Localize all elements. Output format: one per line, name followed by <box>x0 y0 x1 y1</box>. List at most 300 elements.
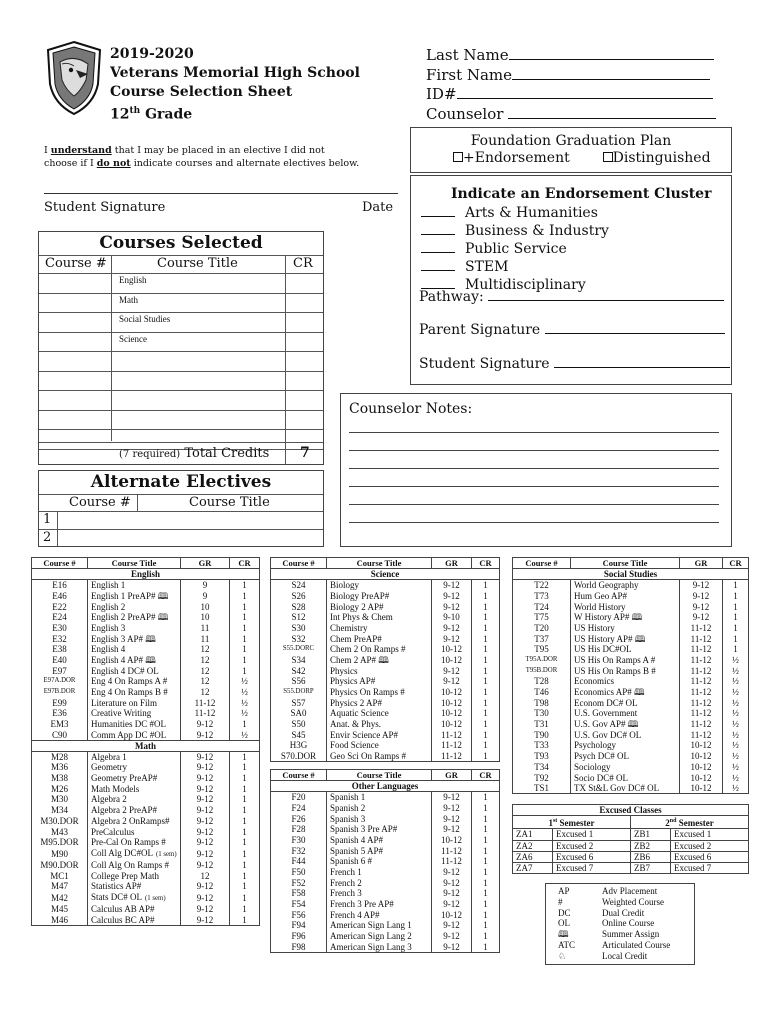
course-row[interactable] <box>271 697 500 708</box>
excused-row[interactable] <box>513 851 749 862</box>
endorsement-option[interactable]: Business & Industry <box>421 222 609 240</box>
course-title: Chem 2 On Ramps # <box>327 644 432 655</box>
header-cr: CR <box>472 770 500 781</box>
course-title: Biology 2 AP# <box>327 601 432 612</box>
course-row[interactable] <box>32 591 260 602</box>
course-title: Pre-Cal On Ramps # <box>88 837 181 848</box>
course-row[interactable] <box>271 719 500 730</box>
course-row[interactable] <box>271 644 500 655</box>
course-code: S34 <box>271 655 327 666</box>
course-row[interactable] <box>271 591 500 602</box>
course-credit: ½ <box>723 665 749 676</box>
course-row[interactable] <box>513 783 749 794</box>
legend-meaning: Dual Credit <box>602 907 645 918</box>
course-credit: 1 <box>230 601 260 612</box>
course-row[interactable] <box>39 371 323 391</box>
legend-code: OL <box>558 918 570 929</box>
course-row[interactable] <box>271 633 500 644</box>
note-line[interactable] <box>349 504 719 505</box>
course-title: Calculus BC AP# <box>88 915 181 926</box>
course-row[interactable] <box>32 644 260 655</box>
endorsement-option-blank[interactable] <box>421 240 455 253</box>
social-studies-table <box>512 557 749 794</box>
course-row[interactable] <box>513 751 749 762</box>
course-title: Physics <box>327 665 432 676</box>
course-row[interactable] <box>32 881 260 892</box>
excused-code: ZA7 <box>513 863 553 874</box>
course-code: SA0 <box>271 708 327 719</box>
endorsement-option-blank[interactable] <box>421 204 455 217</box>
course-title: French 3 <box>327 888 432 899</box>
counselor-field[interactable]: Counselor <box>426 105 716 125</box>
endorsement-option[interactable]: Public Service <box>421 240 609 258</box>
course-credit: 1 <box>472 899 500 910</box>
course-grade: 10-12 <box>680 783 723 794</box>
course-grade: 9 <box>181 580 230 591</box>
course-title: Geometry PreAP# <box>88 773 181 784</box>
alt-row-2[interactable]: 2 <box>43 530 52 545</box>
course-credit: ½ <box>230 708 260 719</box>
course-row[interactable] <box>39 390 323 410</box>
course-code: E46 <box>32 591 88 602</box>
course-row[interactable] <box>271 623 500 634</box>
course-code: F54 <box>271 899 327 910</box>
endorsement-checkbox[interactable] <box>453 152 463 162</box>
course-row[interactable] <box>39 332 323 352</box>
course-code: E24 <box>32 612 88 623</box>
course-row[interactable] <box>271 580 500 591</box>
course-credit: 1 <box>472 835 500 846</box>
course-title: Spanish 6 # <box>327 856 432 867</box>
course-code: F94 <box>271 920 327 931</box>
course-row[interactable] <box>39 293 323 313</box>
course-code: S28 <box>271 601 327 612</box>
course-row[interactable] <box>32 697 260 708</box>
course-grade: 11 <box>181 633 230 644</box>
course-credit: 1 <box>472 867 500 878</box>
course-grade: 11-12 <box>680 687 723 698</box>
parent-signature-field[interactable]: Parent Signature <box>419 321 725 338</box>
course-title: W History AP# 🕮 <box>571 612 680 623</box>
course-grade: 9-12 <box>432 580 472 591</box>
course-credit: 1 <box>472 633 500 644</box>
course-grade: 10 <box>181 612 230 623</box>
course-title: U.S. Government <box>571 708 680 719</box>
signature-line[interactable] <box>44 193 398 194</box>
course-row[interactable] <box>32 794 260 805</box>
course-row[interactable] <box>271 845 500 856</box>
course-row[interactable] <box>271 867 500 878</box>
semester-note: (1 sem) <box>145 894 166 902</box>
course-credit: ½ <box>723 730 749 741</box>
excused-row[interactable] <box>513 863 749 874</box>
excused-label: Excused 7 <box>671 863 749 874</box>
course-row[interactable] <box>513 676 749 687</box>
course-row[interactable] <box>32 805 260 816</box>
course-code: T73 <box>513 591 571 602</box>
course-code: E32 <box>32 633 88 644</box>
semester-note: (1 sem) <box>156 850 177 858</box>
distinguished-checkbox[interactable] <box>603 152 613 162</box>
course-row[interactable] <box>32 837 260 848</box>
course-grade: 9-12 <box>181 837 230 848</box>
course-code: M36 <box>32 762 88 773</box>
header-gr: GR <box>680 558 723 569</box>
course-row[interactable] <box>513 762 749 773</box>
course-credit: 1 <box>230 871 260 882</box>
course-title: Psychology <box>571 740 680 751</box>
sheet-title: Course Selection Sheet <box>110 84 293 100</box>
course-row[interactable] <box>271 835 500 846</box>
course-code: S12 <box>271 612 327 623</box>
course-row[interactable] <box>513 697 749 708</box>
course-code: S26 <box>271 591 327 602</box>
student-signature-field[interactable]: Student Signature <box>419 355 730 372</box>
course-row[interactable] <box>32 665 260 676</box>
excused-code: ZB2 <box>631 840 671 851</box>
course-row[interactable] <box>513 708 749 719</box>
course-row[interactable] <box>32 871 260 882</box>
course-code: S24 <box>271 580 327 591</box>
excused-title: Excused Classes <box>513 805 749 816</box>
course-title: Spanish 2 <box>327 803 432 814</box>
excused-code: ZA2 <box>513 840 553 851</box>
legend-code: ♘ <box>558 950 567 961</box>
course-row[interactable] <box>271 655 500 666</box>
course-code: S70.DOR <box>271 751 327 762</box>
section-title: Math <box>32 740 260 751</box>
course-credit: ½ <box>723 783 749 794</box>
legend-code: AP <box>558 886 570 896</box>
course-grade: 11-12 <box>680 633 723 644</box>
legend-box <box>545 883 695 965</box>
course-credit: 1 <box>472 644 500 655</box>
course-grade: 10-12 <box>680 772 723 783</box>
course-row[interactable] <box>39 410 323 430</box>
course-title: Geometry <box>88 762 181 773</box>
course-row[interactable] <box>32 773 260 784</box>
endorsement-option[interactable]: STEM <box>421 258 609 276</box>
course-credit: 1 <box>230 655 260 666</box>
course-code: F26 <box>271 813 327 824</box>
course-row[interactable] <box>513 633 749 644</box>
course-credit: 1 <box>230 665 260 676</box>
course-row[interactable] <box>513 665 749 676</box>
course-title: Hum Geo AP# <box>571 591 680 602</box>
excused-row[interactable] <box>513 840 749 851</box>
note-line[interactable] <box>349 468 719 469</box>
excused-title-row <box>513 805 749 816</box>
course-credit: 1 <box>230 892 260 904</box>
course-code: T37 <box>513 633 571 644</box>
course-credit: ½ <box>230 676 260 687</box>
excused-label: Excused 1 <box>553 829 631 840</box>
course-row[interactable] <box>32 719 260 730</box>
semester-2-label: 2nd Semester <box>631 816 749 829</box>
course-row[interactable] <box>32 892 260 904</box>
course-row[interactable] <box>32 860 260 871</box>
course-credit: 1 <box>230 644 260 655</box>
course-row[interactable] <box>32 687 260 698</box>
course-row[interactable] <box>32 751 260 762</box>
course-code: T98 <box>513 697 571 708</box>
course-credit: 1 <box>230 881 260 892</box>
endorsement-option-blank[interactable] <box>421 222 455 235</box>
course-grade: 9-12 <box>181 816 230 827</box>
alt-row-1[interactable]: 1 <box>43 512 52 527</box>
course-credit: 1 <box>472 931 500 942</box>
science-table <box>270 557 500 762</box>
course-grade: 9-12 <box>432 623 472 634</box>
endorsement-option[interactable]: Arts & Humanities <box>421 204 609 222</box>
header-title: Course Title <box>327 770 432 781</box>
table-header-row <box>271 770 500 781</box>
course-row[interactable] <box>32 816 260 827</box>
course-row[interactable] <box>32 580 260 591</box>
course-grade: 9-12 <box>432 867 472 878</box>
course-row[interactable] <box>271 740 500 751</box>
course-row[interactable] <box>271 792 500 803</box>
course-row[interactable] <box>513 623 749 634</box>
course-row[interactable] <box>271 942 500 953</box>
first-name-field[interactable]: First Name <box>426 66 716 86</box>
excused-label: Excused 6 <box>553 851 631 862</box>
id-field[interactable]: ID# <box>426 85 716 105</box>
course-credit: 1 <box>472 942 500 953</box>
course-row[interactable] <box>513 601 749 612</box>
course-credit: 1 <box>472 697 500 708</box>
course-row[interactable] <box>271 824 500 835</box>
course-row[interactable] <box>39 273 323 293</box>
header-title: Course Title <box>571 558 680 569</box>
course-credit: ½ <box>230 730 260 741</box>
course-grade: 9-12 <box>432 824 472 835</box>
excused-code: ZB6 <box>631 851 671 862</box>
course-code: S50 <box>271 719 327 730</box>
course-credit: 1 <box>472 708 500 719</box>
course-row[interactable] <box>271 856 500 867</box>
course-title: Algebra 2 OnRamps# <box>88 816 181 827</box>
course-row[interactable] <box>39 351 323 371</box>
course-title: Coll Alg DC#OL (1 sem) <box>88 848 181 860</box>
course-code: EM3 <box>32 719 88 730</box>
course-row[interactable] <box>32 623 260 634</box>
course-row[interactable] <box>32 708 260 719</box>
course-row[interactable] <box>513 612 749 623</box>
course-grade: 9-12 <box>432 931 472 942</box>
excused-code: ZA6 <box>513 851 553 862</box>
course-row[interactable] <box>32 612 260 623</box>
course-row[interactable] <box>32 730 260 741</box>
course-row[interactable] <box>271 730 500 741</box>
course-row[interactable] <box>271 899 500 910</box>
course-row[interactable] <box>271 813 500 824</box>
note-line[interactable] <box>349 522 719 523</box>
endorsement-box <box>410 175 732 385</box>
course-grade: 9-12 <box>181 892 230 904</box>
course-row[interactable] <box>513 719 749 730</box>
course-row[interactable] <box>271 751 500 762</box>
course-row[interactable] <box>271 676 500 687</box>
course-row[interactable] <box>513 687 749 698</box>
course-grade: 12 <box>181 655 230 666</box>
course-row[interactable] <box>513 740 749 751</box>
course-code: M34 <box>32 805 88 816</box>
course-row[interactable] <box>271 803 500 814</box>
course-grade: 11-12 <box>680 719 723 730</box>
course-row[interactable] <box>32 848 260 860</box>
course-code: E16 <box>32 580 88 591</box>
course-grade: 9 <box>181 591 230 602</box>
course-row[interactable] <box>32 633 260 644</box>
excused-label: Excused 6 <box>671 851 749 862</box>
course-title: Calculus AB AP# <box>88 904 181 915</box>
course-title: Envir Science AP# <box>327 730 432 741</box>
course-grade: 11-12 <box>680 655 723 666</box>
course-title: Eng 4 On Ramps B # <box>88 687 181 698</box>
course-credit: 1 <box>472 888 500 899</box>
course-title: English 1 PreAP# 🕮 <box>88 591 181 602</box>
course-row[interactable] <box>32 762 260 773</box>
course-row[interactable] <box>513 772 749 783</box>
header-title: Course Title <box>327 558 432 569</box>
col-course-header: Course # <box>45 256 107 271</box>
course-grade: 9-12 <box>181 730 230 741</box>
note-line[interactable] <box>349 450 719 451</box>
course-code: T95 <box>513 644 571 655</box>
course-code: T75 <box>513 612 571 623</box>
last-name-field[interactable]: Last Name <box>426 46 716 66</box>
course-row[interactable] <box>32 601 260 612</box>
course-credit: 1 <box>230 623 260 634</box>
course-row[interactable] <box>32 676 260 687</box>
course-row[interactable] <box>513 580 749 591</box>
course-row[interactable] <box>271 665 500 676</box>
course-credit: 1 <box>230 773 260 784</box>
course-grade: 11-12 <box>680 730 723 741</box>
course-credit: 1 <box>472 623 500 634</box>
course-row[interactable] <box>32 904 260 915</box>
course-grade: 9-12 <box>181 881 230 892</box>
course-grade: 10-12 <box>432 719 472 730</box>
course-row[interactable] <box>32 784 260 795</box>
course-credit: 1 <box>230 837 260 848</box>
course-code: T95A.DOR <box>513 655 571 666</box>
course-code: F28 <box>271 824 327 835</box>
course-credit: 1 <box>230 904 260 915</box>
course-code: S57 <box>271 697 327 708</box>
course-title: Sociology <box>571 762 680 773</box>
course-row[interactable] <box>32 655 260 666</box>
course-code: M45 <box>32 904 88 915</box>
course-credit: 1 <box>230 860 260 871</box>
course-row[interactable] <box>271 708 500 719</box>
course-title: U.S. Gov AP# 🕮 <box>571 719 680 730</box>
course-grade: 9-12 <box>181 784 230 795</box>
endorsement-label: +Endorsement <box>463 150 570 166</box>
course-row[interactable] <box>513 655 749 666</box>
course-row[interactable] <box>271 601 500 612</box>
course-code: F20 <box>271 792 327 803</box>
course-title: English 3 AP# 🕮 <box>88 633 181 644</box>
course-title: Chem PreAP# <box>327 633 432 644</box>
course-row[interactable] <box>271 931 500 942</box>
course-credit: 1 <box>472 687 500 698</box>
course-code: T33 <box>513 740 571 751</box>
course-code: S55.DORC <box>271 644 327 655</box>
excused-row[interactable] <box>513 829 749 840</box>
course-row[interactable] <box>32 826 260 837</box>
course-grade: 11-12 <box>680 708 723 719</box>
course-title: English 2 <box>88 601 181 612</box>
course-grade: 9-12 <box>432 591 472 602</box>
endorsement-option[interactable]: Multidisciplinary <box>421 276 609 294</box>
counselor-notes-box <box>340 393 732 547</box>
course-code: M42 <box>32 892 88 904</box>
course-credit: ½ <box>723 719 749 730</box>
course-title: Geo Sci On Ramps # <box>327 751 432 762</box>
course-row[interactable] <box>513 591 749 602</box>
course-code: E97B.DOR <box>32 687 88 698</box>
course-grade: 11 <box>181 623 230 634</box>
course-row-label: Science <box>119 333 147 344</box>
course-credit: 1 <box>472 803 500 814</box>
course-grade: 10-12 <box>680 740 723 751</box>
course-row[interactable] <box>271 888 500 899</box>
section-title: Other Languages <box>271 781 500 792</box>
course-grade: 9-12 <box>181 751 230 762</box>
course-grade: 9-12 <box>181 773 230 784</box>
course-code: F52 <box>271 877 327 888</box>
note-line[interactable] <box>349 432 719 433</box>
legend-meaning: Articulated Course <box>602 940 671 950</box>
course-code: F32 <box>271 845 327 856</box>
course-credit: 1 <box>472 719 500 730</box>
course-row[interactable] <box>271 920 500 931</box>
header-gr: GR <box>432 558 472 569</box>
course-code: E97 <box>32 665 88 676</box>
course-title: Algebra 1 <box>88 751 181 762</box>
grade-label: 12th Grade <box>110 106 193 123</box>
course-row[interactable] <box>271 612 500 623</box>
course-title: Econom DC# OL <box>571 697 680 708</box>
note-line[interactable] <box>349 486 719 487</box>
course-credit: 1 <box>472 591 500 602</box>
course-grade: 11-12 <box>181 708 230 719</box>
course-row[interactable] <box>39 312 323 332</box>
course-title: US His DC#OL <box>571 644 680 655</box>
course-row[interactable] <box>271 687 500 698</box>
course-credit: 1 <box>230 762 260 773</box>
course-grade: 9-12 <box>432 899 472 910</box>
course-row[interactable] <box>32 915 260 926</box>
endorsement-option-blank[interactable] <box>421 258 455 271</box>
header-cr: CR <box>723 558 749 569</box>
semester-1-label: 1st Semester <box>513 816 631 829</box>
course-row[interactable] <box>513 730 749 741</box>
course-title: Math Models <box>88 784 181 795</box>
course-credit: 1 <box>472 877 500 888</box>
header-course: Course # <box>271 770 327 781</box>
course-row[interactable] <box>513 644 749 655</box>
course-row[interactable] <box>271 909 500 920</box>
pathway-field[interactable]: Pathway: <box>419 288 724 305</box>
course-title: English 1 <box>88 580 181 591</box>
course-code: M90 <box>32 848 88 860</box>
course-code: M30 <box>32 794 88 805</box>
course-row[interactable] <box>271 877 500 888</box>
course-code: S42 <box>271 665 327 676</box>
